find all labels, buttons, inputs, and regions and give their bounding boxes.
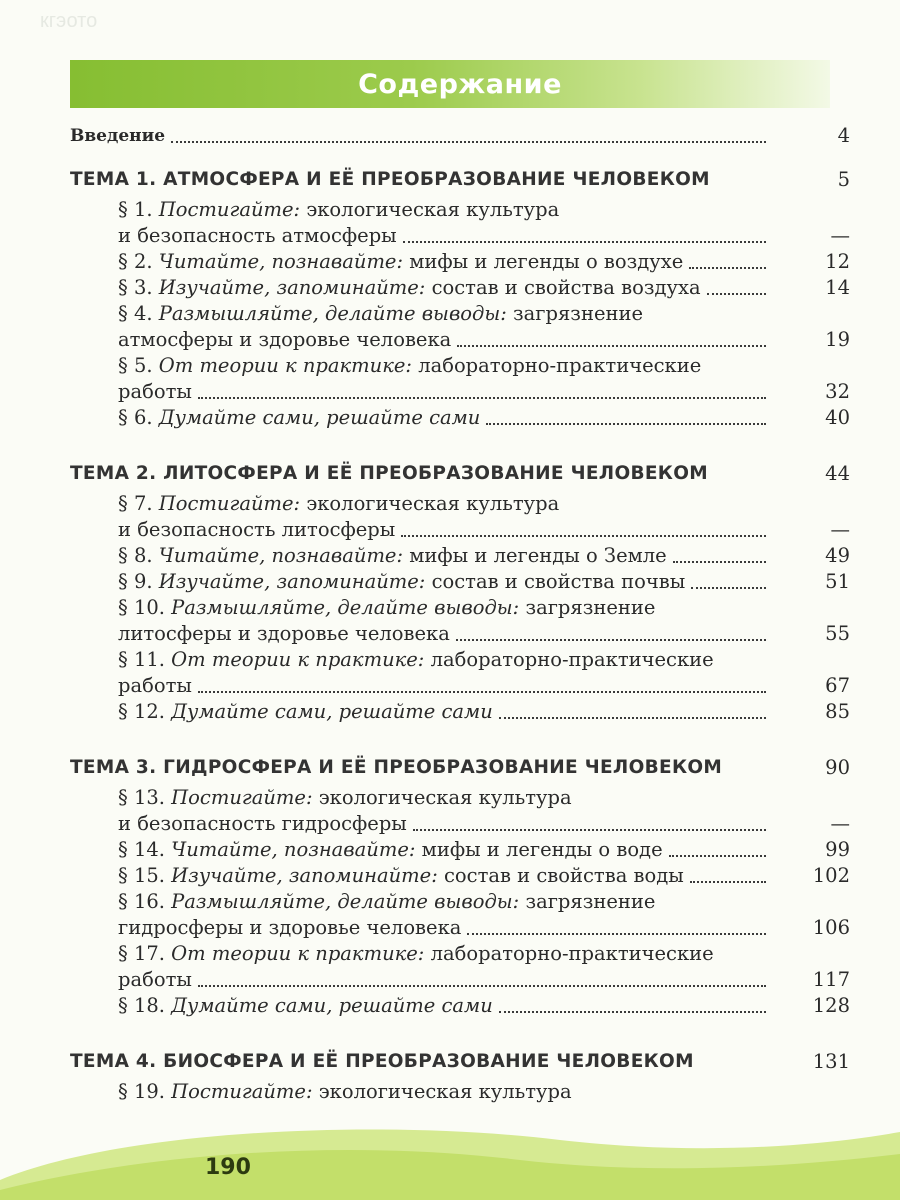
section-text	[118, 196, 559, 224]
toc-page-number: —	[830, 812, 850, 835]
toc-page-number: 128	[812, 994, 850, 1017]
toc-page-number: 106	[812, 916, 850, 939]
section-subject: состав и свойства почвы	[431, 570, 686, 593]
leader-dots	[690, 881, 766, 883]
section-number: § 7.	[118, 492, 153, 515]
leader-dots	[198, 397, 766, 399]
section-lead: Постигайте:	[171, 1080, 313, 1103]
page-number: 190	[205, 1155, 251, 1180]
leader-dots	[689, 267, 766, 269]
toc-section	[70, 862, 850, 890]
section-text	[118, 940, 714, 968]
section-lead: Думайте сами, решайте сами	[171, 994, 493, 1017]
leader-dots	[499, 1011, 766, 1013]
theme-title: ТЕМА 1. АТМОСФЕРА И ЕЁ ПРЕОБРАЗОВАНИЕ ЧЕЛОВЕКОМ	[70, 169, 710, 190]
section-continuation: работы	[118, 674, 192, 697]
section-lead: Изучайте, запоминайте:	[158, 276, 426, 299]
section-text	[118, 490, 559, 518]
toc-section	[70, 784, 850, 812]
section-continuation: работы	[118, 380, 192, 403]
leader-dots	[691, 587, 766, 589]
toc-page-number: 5	[837, 168, 850, 191]
leader-dots	[401, 535, 766, 537]
toc-page-number: 44	[825, 462, 850, 485]
section-subject: лабораторно-практические	[418, 354, 702, 377]
leader-dots	[457, 345, 766, 347]
section-subject: загрязнение	[525, 596, 656, 619]
leader-dots	[467, 933, 766, 935]
toc-page-number: 67	[825, 674, 850, 697]
section-continuation: работы	[118, 968, 192, 991]
toc-page-number: 102	[812, 864, 850, 887]
toc-section	[70, 646, 850, 674]
toc-page-number: 14	[825, 276, 850, 299]
section-lead: Изучайте, запоминайте:	[171, 864, 438, 887]
section-subject: состав и свойства воды	[444, 864, 684, 887]
toc-section-continuation	[70, 516, 850, 544]
section-number: § 18.	[118, 994, 165, 1017]
section-number: § 9.	[118, 570, 153, 593]
toc-section	[70, 594, 850, 622]
section-number: § 13.	[118, 786, 165, 809]
toc-section	[70, 404, 850, 432]
toc-section	[70, 836, 850, 864]
section-number: § 17.	[118, 942, 165, 965]
toc-section	[70, 1078, 850, 1106]
section-text	[118, 646, 714, 674]
leader-dots	[486, 423, 766, 425]
section-lead: Постигайте:	[158, 492, 301, 515]
section-text	[118, 568, 685, 596]
leader-dots	[707, 293, 766, 295]
toc-page-number: 55	[825, 622, 850, 645]
section-continuation: и безопасность литосферы	[118, 518, 396, 541]
leader-dots	[673, 561, 766, 563]
toc-section-continuation	[70, 378, 850, 406]
section-continuation: гидросферы и здоровье человека	[118, 916, 462, 939]
section-number: § 3.	[118, 276, 153, 299]
section-continuation: и безопасность гидросферы	[118, 812, 407, 835]
leader-dots	[669, 855, 766, 857]
section-subject: экологическая культура	[306, 492, 560, 515]
toc-section	[70, 490, 850, 518]
section-subject: загрязнение	[513, 302, 644, 325]
section-text	[118, 992, 493, 1020]
section-text	[118, 836, 663, 864]
section-text	[118, 404, 480, 432]
section-subject: экологическая культура	[306, 198, 560, 221]
toc-page-number: 19	[825, 328, 850, 351]
toc-section	[70, 196, 850, 224]
section-text	[118, 248, 683, 276]
theme-title: ТЕМА 2. ЛИТОСФЕРА И ЕЁ ПРЕОБРАЗОВАНИЕ ЧЕЛОВЕКОМ	[70, 463, 708, 484]
section-number: § 14.	[118, 838, 165, 861]
toc-page-number: 12	[825, 250, 850, 273]
leader-dots	[499, 717, 766, 719]
leader-dots	[403, 241, 766, 243]
toc-section	[70, 888, 850, 916]
section-number: § 11.	[118, 648, 165, 671]
section-lead: Размышляйте, делайте выводы:	[171, 890, 520, 913]
toc-page-number: 117	[812, 968, 850, 991]
section-lead: Читайте, познавайте:	[158, 250, 404, 273]
toc-section	[70, 992, 850, 1020]
section-number: § 16.	[118, 890, 165, 913]
toc-section	[70, 698, 850, 726]
toc-page-number: —	[830, 518, 850, 541]
section-number: § 8.	[118, 544, 153, 567]
section-lead: Постигайте:	[158, 198, 301, 221]
toc-page-number: 4	[837, 124, 850, 147]
section-continuation: литосферы и здоровье человека	[118, 622, 450, 645]
section-lead: Постигайте:	[171, 786, 313, 809]
section-text	[118, 784, 572, 812]
section-number: § 6.	[118, 406, 153, 429]
section-subject: мифы и легенды о воздухе	[409, 250, 684, 273]
section-subject: экологическая культура	[318, 786, 572, 809]
section-number: § 15.	[118, 864, 165, 887]
toc-page-number: —	[830, 224, 850, 247]
section-subject: лабораторно-практические	[430, 942, 714, 965]
toc-section	[70, 274, 850, 302]
section-number: § 5.	[118, 354, 153, 377]
section-subject: состав и свойства воздуха	[431, 276, 701, 299]
toc-theme-heading	[70, 754, 850, 782]
section-number: § 4.	[118, 302, 153, 325]
section-lead: Читайте, познавайте:	[158, 544, 404, 567]
section-text	[118, 594, 655, 622]
section-number: § 12.	[118, 700, 165, 723]
section-lead: Размышляйте, делайте выводы:	[158, 302, 507, 325]
section-text	[118, 300, 643, 328]
toc-section	[70, 248, 850, 276]
toc-page-number: 131	[812, 1050, 850, 1073]
toc-page-number: 32	[825, 380, 850, 403]
toc-section-continuation	[70, 966, 850, 994]
toc-page-number: 90	[825, 756, 850, 779]
leader-dots	[413, 829, 766, 831]
toc-section	[70, 300, 850, 328]
section-continuation: атмосферы и здоровье человека	[118, 328, 452, 351]
section-lead: От теории к практике:	[158, 354, 412, 377]
toc-section-continuation	[70, 672, 850, 700]
section-lead: Думайте сами, решайте сами	[158, 406, 481, 429]
section-number: § 10.	[118, 596, 165, 619]
leader-dots	[198, 691, 766, 693]
toc-theme-heading	[70, 460, 850, 488]
section-lead: От теории к практике:	[171, 942, 425, 965]
toc-page-number: 40	[825, 406, 850, 429]
toc-page-number: 99	[825, 838, 850, 861]
section-subject: экологическая культура	[318, 1080, 572, 1103]
toc-theme-heading	[70, 166, 850, 194]
toc-section-continuation	[70, 222, 850, 250]
section-text	[118, 862, 684, 890]
section-text	[118, 542, 667, 570]
section-lead: Изучайте, запоминайте:	[158, 570, 426, 593]
toc-section	[70, 542, 850, 570]
section-text	[118, 888, 655, 916]
toc-intro-label: Введение	[70, 126, 166, 146]
section-lead: Читайте, познавайте:	[171, 838, 416, 861]
toc-section	[70, 352, 850, 380]
leader-dots	[171, 141, 766, 143]
toc-theme-heading	[70, 1048, 850, 1076]
section-continuation: и безопасность атмосферы	[118, 224, 397, 247]
theme-title: ТЕМА 3. ГИДРОСФЕРА И ЕЁ ПРЕОБРАЗОВАНИЕ ЧЕЛОВЕКОМ	[70, 757, 723, 778]
section-text	[118, 698, 493, 726]
toc-section-continuation	[70, 326, 850, 354]
section-text	[118, 352, 701, 380]
section-lead: От теории к практике:	[171, 648, 425, 671]
leader-dots	[456, 639, 766, 641]
toc-section-continuation	[70, 810, 850, 838]
section-number: § 2.	[118, 250, 153, 273]
toc-section	[70, 568, 850, 596]
theme-title: ТЕМА 4. БИОСФЕРА И ЕЁ ПРЕОБРАЗОВАНИЕ ЧЕЛОВЕКОМ	[70, 1051, 694, 1072]
toc-section-continuation	[70, 620, 850, 648]
leader-dots	[198, 985, 766, 987]
section-subject: мифы и легенды о воде	[421, 838, 663, 861]
section-number: § 1.	[118, 198, 153, 221]
faded-running-head: кгэото	[40, 10, 98, 32]
toc-section	[70, 940, 850, 968]
toc-section-continuation	[70, 914, 850, 942]
page-title: Содержание	[358, 68, 562, 100]
toc-page-number: 85	[825, 700, 850, 723]
section-number: § 19.	[118, 1080, 165, 1103]
section-subject: загрязнение	[525, 890, 656, 913]
section-text	[118, 1078, 572, 1106]
toc-page-number: 49	[825, 544, 850, 567]
toc-intro	[70, 122, 850, 150]
section-subject: мифы и легенды о Земле	[409, 544, 667, 567]
section-lead: Думайте сами, решайте сами	[171, 700, 493, 723]
section-lead: Размышляйте, делайте выводы:	[171, 596, 520, 619]
footer-wave	[0, 1110, 900, 1200]
section-text	[118, 274, 701, 302]
toc-page-number: 51	[825, 570, 850, 593]
section-subject: лабораторно-практические	[430, 648, 714, 671]
